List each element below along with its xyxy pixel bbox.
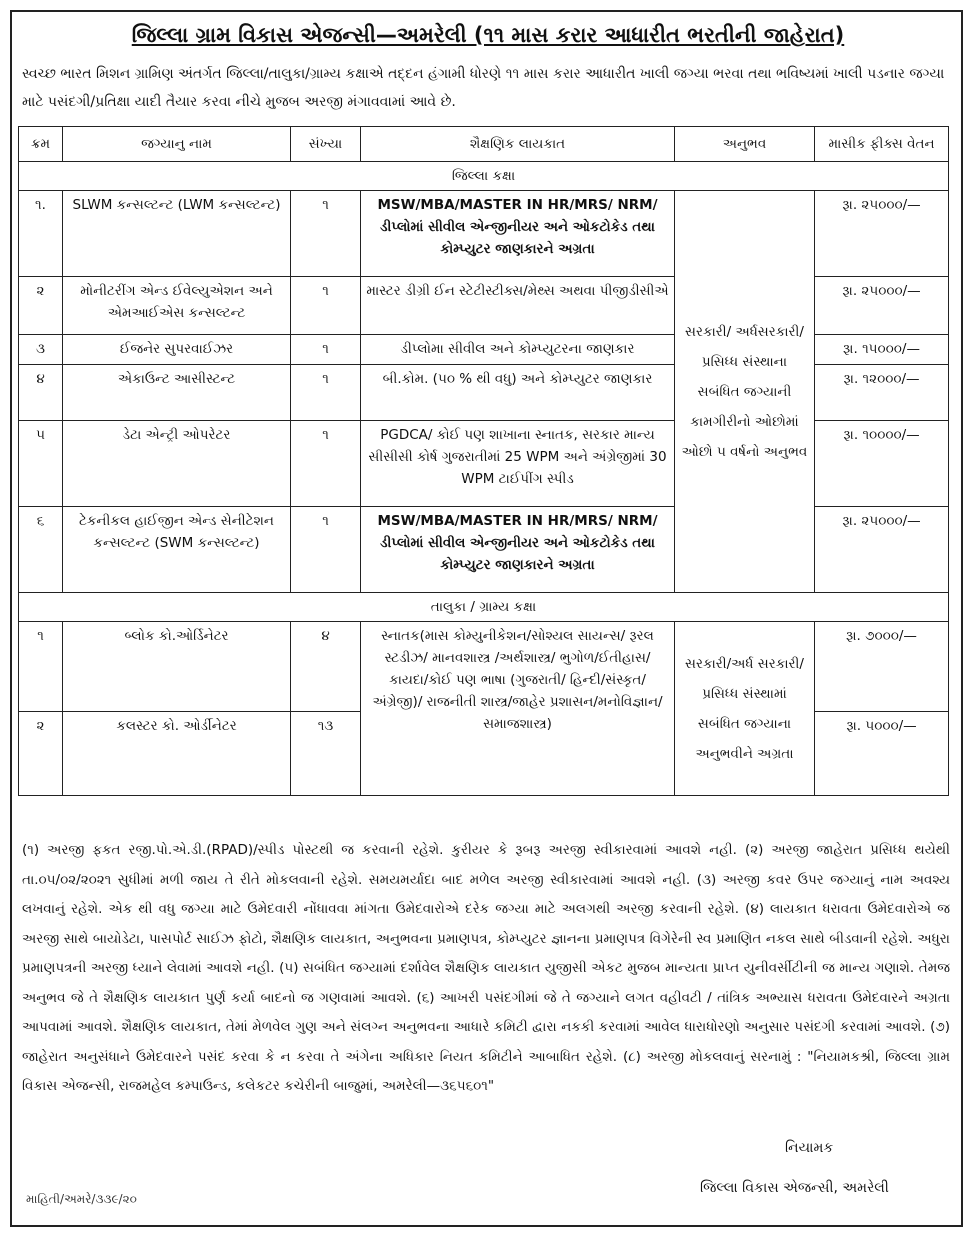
row-salary: રૂા. ૨૫૦૦૦/—	[815, 507, 949, 593]
header-post: જગ્યાનુ નામ	[63, 127, 291, 162]
row-count: ૧	[291, 365, 361, 421]
header-experience: અનુભવ	[675, 127, 815, 162]
district-experience: સરકારી/ અર્ધસરકારી/ પ્રસિધ્ધ સંસ્થાના સબંધિત જગ્યાની કામગીરીનો ઓછોમાં ઓછો ૫ વર્ષનો અનુભવ	[675, 191, 815, 593]
signature-title: નિયામક	[785, 1140, 834, 1156]
intro-paragraph: સ્વચ્છ ભારત મિશન ગ્રામિણ અંતર્ગત જિલ્લા/તાલુકા/ગ્રામ્ય કક્ષાએ તદ્દન હંગામી ધોરણે ૧૧ માસ કરાર આધારીત ખાલી જગ્યા ભરવા તથા ભવિષ્યમાં ખાલી પડનાર જગ્યા માટે પસંદગી/પ્રતિક્ષા યાદી તૈયાર કરવા નીચે મુજબ અરજી મંગાવવામાં આવે છે.	[22, 66, 945, 110]
table-row	[19, 622, 949, 712]
row-post: ટેકનીકલ હાઈજીન એન્ડ સેનીટેશન કન્સલ્ટન્ટ (SWM કન્સલ્ટન્ટ)	[63, 507, 291, 593]
row-post: ડેટા એન્ટ્રી ઓપરેટર	[63, 421, 291, 507]
row-sr: ૪	[19, 365, 63, 421]
row-qualification: MSW/MBA/MASTER IN HR/MRS/ NRM/ડીપ્લોમાં સીવીલ એન્જીનીયર અને ઓકટોકેડ તથા કોમ્પ્યુટર જાણકારને અગ્રતા	[361, 507, 675, 593]
row-sr: ૨	[19, 277, 63, 335]
header-count: સંખ્યા	[291, 127, 361, 162]
row-count: ૧	[291, 507, 361, 593]
row-sr: ૧.	[19, 191, 63, 277]
row-sr: ૫	[19, 421, 63, 507]
row-salary: રૂા. ૫૦૦૦/—	[815, 712, 949, 796]
row-salary: રૂા. ૧૨૦૦૦/—	[815, 365, 949, 421]
taluka-experience: સરકારી/અર્ધ સરકારી/ પ્રસિધ્ધ સંસ્થામાં સબંધિત જગ્યાના અનુભવીને અગ્રતા	[675, 622, 815, 796]
table-row	[19, 191, 949, 277]
recruitment-table	[18, 126, 949, 796]
row-qualification: MSW/MBA/MASTER IN HR/MRS/ NRM/ડીપ્લોમાં સીવીલ એન્જીનીયર અને ઓકટોકેડ તથા કોમ્પ્યુટર જાણકારને અગ્રતા	[361, 191, 675, 277]
row-count: ૧	[291, 335, 361, 365]
row-post: બ્લોક કો.ઓર્ડિનેટર	[63, 622, 291, 712]
header-salary: માસીક ફીક્સ વેતન	[815, 127, 949, 162]
row-qualification: માસ્ટર ડીગ્રી ઈન સ્ટેટીસ્ટીક્સ/મેથ્સ અથવા પીજીડીસીએ	[361, 277, 675, 335]
row-qualification: ડીપ્લોમા સીવીલ અને કોમ્પ્યુટરના જાણકાર	[361, 335, 675, 365]
table-header-row	[19, 127, 949, 162]
reference-number: માહિતી/અમરે/૩૩૯/૨૦	[26, 1192, 137, 1206]
row-salary: રૂા. ૭૦૦૦/—	[815, 622, 949, 712]
taluka-qualification: સ્નાતક(માસ કોમ્યુનીકેશન/સોશ્યલ સાયન્સ/ રૂરલ સ્ટડીઝ/ માનવશાસ્ત્ર /અર્થશાસ્ત્ર/ ભુગોળ/ઈતીહાસ/ કાયદા/કોઈ પણ ભાષા (ગુજરાતી/ હિન્દી/સંસ્કૃત/અંગ્રેજી)/ રાજનીતી શાસ્ત્ર/જાહેર પ્રશાસન/મનોવિજ્ઞાન/સમાજશાસ્ત્ર)	[361, 622, 675, 796]
row-post: મોનીટરીંગ એન્ડ ઈવેલ્યુએશન અને એમઆઈએસ કન્સલ્ટન્ટ	[63, 277, 291, 335]
row-count: ૧	[291, 421, 361, 507]
row-post: એકાઉન્ટ આસીસ્ટન્ટ	[63, 365, 291, 421]
row-sr: ૬	[19, 507, 63, 593]
section-taluka: તાલુકા / ગ્રામ્ય કક્ષા	[19, 593, 949, 622]
row-sr: ૩	[19, 335, 63, 365]
row-salary: રૂા. ૧૫૦૦૦/—	[815, 335, 949, 365]
row-salary: રૂા. ૨૫૦૦૦/—	[815, 277, 949, 335]
row-post: SLWM કન્સલ્ટન્ટ (LWM કન્સલ્ટન્ટ)	[63, 191, 291, 277]
row-count: ૧	[291, 277, 361, 335]
section-row-district	[19, 162, 949, 191]
section-row-taluka	[19, 593, 949, 622]
row-sr: ૧	[19, 622, 63, 712]
section-district: જિલ્લા કક્ષા	[19, 162, 949, 191]
header-sr: ક્રમ	[19, 127, 63, 162]
row-salary: રૂા. ૨૫૦૦૦/—	[815, 191, 949, 277]
row-count: ૧૩	[291, 712, 361, 796]
row-post: કલસ્ટર કો. ઓર્ડીનેટર	[63, 712, 291, 796]
row-salary: રૂા. ૧૦૦૦૦/—	[815, 421, 949, 507]
page-title: જિલ્લા ગ્રામ વિકાસ એજન્સી—અમરેલી (૧૧ માસ કરાર આધારીત ભરતીની જાહેરાત)	[131, 23, 845, 47]
row-qualification: બી.કોમ. (૫૦ % થી વધુ) અને કોમ્પ્યુટર જાણકાર	[361, 365, 675, 421]
header-qualification: શૈક્ષણિક લાયકાત	[361, 127, 675, 162]
row-qualification: PGDCA/ કોઈ પણ શાખાના સ્નાતક, સરકાર માન્ય સીસીસી કોર્ષ ગુજરાતીમાં 25 WPM અને અંગ્રેજીમાં 30 WPM ટાઈપીંગ સ્પીડ	[361, 421, 675, 507]
row-post: ઈજનેર સુપરવાઈઝર	[63, 335, 291, 365]
row-sr: ૨	[19, 712, 63, 796]
signature-organization: જિલ્લા વિકાસ એજન્સી, અમરેલી	[700, 1180, 889, 1196]
row-count: ૧	[291, 191, 361, 277]
row-count: ૪	[291, 622, 361, 712]
terms-and-conditions: (૧) અરજી ફકત રજી.પો.એ.ડી.(RPAD)/સ્પીડ પોસ્ટથી જ કરવાની રહેશે. કુરીયર કે રૂબરૂ અરજી સ્વીકારવામાં આવશે નહી. (૨) અરજી જાહેરાત પ્રસિધ્ધ થયેથી તા.૦૫/૦૨/૨૦૨૧ સુધીમાં મળી જાય તે રીતે મોકલવાની રહેશે. સમયમર્યાદા બાદ મળેલ અરજી સ્વીકારવામાં આવશે નહી. (૩) અરજી કવર ઉપર જગ્યાનું નામ અવશ્ય લખવાનું રહેશે. એક થી વધુ જગ્યા માટે ઉમેદવારી નોંધાવવા માંગતા ઉમેદવારોએ દરેક જગ્યા માટે અલગથી અરજી કરવાની રહેશે. (૪) લાયકાત ધરાવતા ઉમેદવારોએ જ અરજી સાથે બાયોડેટા, પાસપોર્ટ સાઈઝ ફોટો, શૈક્ષણિક લાયકાત, અનુભવના પ્રમાણપત્ર, કોમ્પ્યુટર જ્ઞાનના પ્રમાણપત્ર વિગેરેની સ્વ પ્રમાણિત નકલ સાથે બીડવાની રહેશે. અધુરા પ્રમાણપત્રની અરજી ધ્યાને લેવામાં આવશે નહી. (૫) સબંધિત જગ્યામાં દર્શાવેલ શૈક્ષણિક લાયકાત યુજીસી એકટ મુજબ માન્યતા પ્રાપ્ત યુનીવર્સીટીની જ માન્ય ગણાશે. તેમજ અનુભવ જે તે શૈક્ષણિક લાયકાત પુર્ણ કર્યા બાદનો જ ગણવામાં આવશે. (૬) આખરી પસંદગીમાં જે તે જગ્યાને લગત વહીવટી / તાંત્રિક અભ્યાસ ધરાવતા ઉમેદવારને અગ્રતા આપવામાં આવશે. શૈક્ષણિક લાયકાત, તેમાં મેળવેલ ગુણ અને સંલગ્ન અનુભવના આધારે કમિટી દ્વારા નકકી કરવામાં આવેલ ધારાધોરણો અનુસાર પસંદગી કરવામાં આવશે. (૭) જાહેરાત અનુસંધાને ઉમેદવારને પસંદ કરવા કે ન કરવા તે અંગેના અધિકાર નિયત કમિટીને આબાધિત રહેશે. (૮) અરજી મોકલવાનું સરનામું : "નિયામકશ્રી, જિલ્લા ગ્રામ વિકાસ એજન્સી, રાજમહેલ કમ્પાઉન્ડ, કલેકટર કચેરીની બાજુમાં, અમરેલી—૩૬૫૬૦૧"	[22, 842, 951, 1094]
